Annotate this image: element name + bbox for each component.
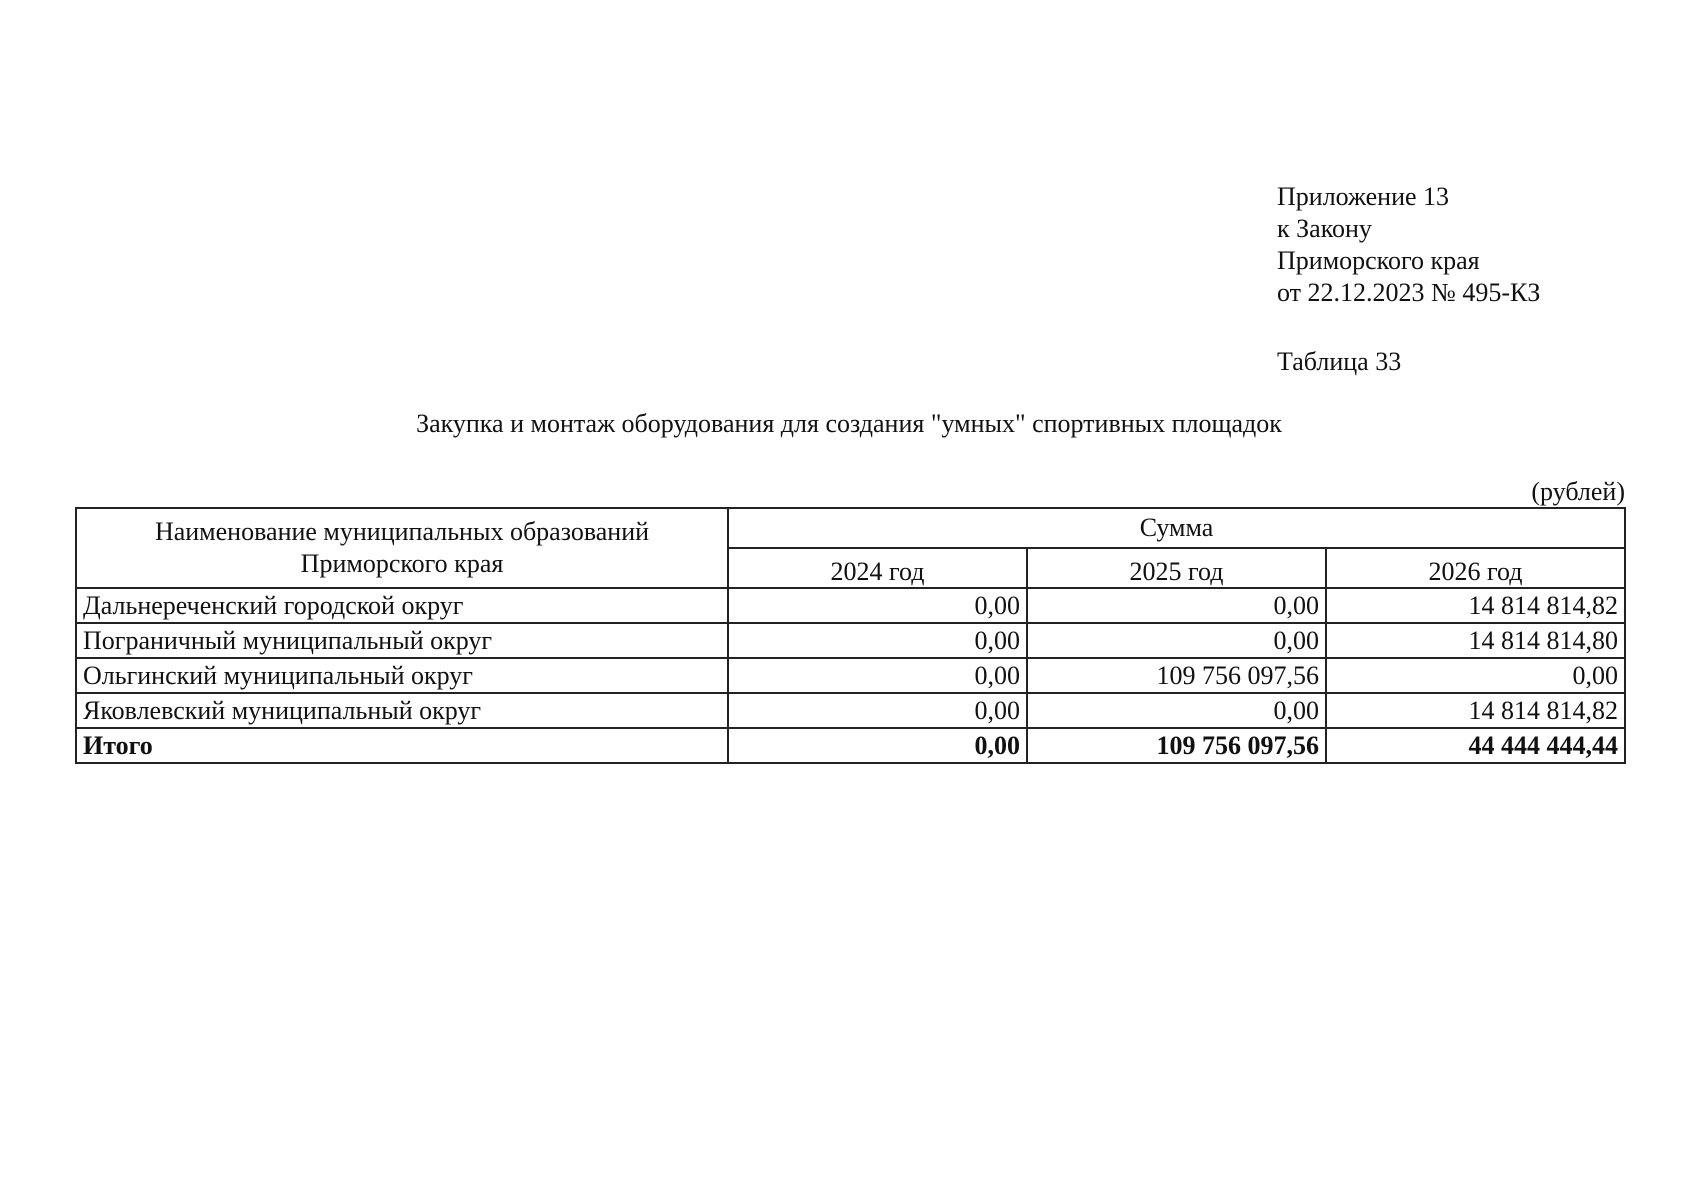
- total-amount-cell: 109 756 097,56: [1027, 728, 1326, 763]
- header-municipality: Наименование муниципальных образований Приморского края: [76, 508, 728, 588]
- total-row: [76, 728, 1625, 763]
- amount-cell: 0,00: [728, 623, 1027, 658]
- municipality-name: Яковлевский муниципальный округ: [76, 693, 728, 728]
- municipality-name: Пограничный муниципальный округ: [76, 623, 728, 658]
- appendix-line: Приложение 13: [1277, 182, 1450, 211]
- table-row: [76, 693, 1625, 728]
- table-row: [76, 658, 1625, 693]
- table-row: [76, 588, 1625, 623]
- amount-cell: 0,00: [1326, 658, 1625, 693]
- total-label: Итого: [76, 728, 728, 763]
- appendix-block: [1277, 181, 1540, 309]
- appendix-line: от 22.12.2023 № 495-КЗ: [1277, 278, 1541, 307]
- amount-cell: 0,00: [728, 658, 1027, 693]
- municipality-name: Дальнереченский городской округ: [76, 588, 728, 623]
- amount-cell: 0,00: [1027, 588, 1326, 623]
- header-year: 2024 год: [728, 548, 1027, 588]
- amount-cell: 14 814 814,80: [1326, 623, 1625, 658]
- header-year: 2026 год: [1326, 548, 1625, 588]
- amount-cell: 14 814 814,82: [1326, 693, 1625, 728]
- amount-cell: 0,00: [728, 588, 1027, 623]
- amount-cell: 0,00: [1027, 623, 1326, 658]
- amount-cell: 0,00: [728, 693, 1027, 728]
- budget-table: [75, 507, 1626, 764]
- total-amount-cell: 0,00: [728, 728, 1027, 763]
- units-label: (рублей): [1531, 477, 1625, 506]
- appendix-line: Приморского края: [1277, 246, 1480, 275]
- amount-cell: 109 756 097,56: [1027, 658, 1326, 693]
- amount-cell: 0,00: [1027, 693, 1326, 728]
- appendix-line: к Закону: [1277, 214, 1372, 243]
- table-row: [76, 623, 1625, 658]
- table-title: Закупка и монтаж оборудования для создания "умных" спортивных площадок: [416, 409, 1282, 438]
- header-sum: Сумма: [728, 508, 1625, 548]
- total-amount-cell: 44 444 444,44: [1326, 728, 1625, 763]
- amount-cell: 14 814 814,82: [1326, 588, 1625, 623]
- municipality-name: Ольгинский муниципальный округ: [76, 658, 728, 693]
- header-year: 2025 год: [1027, 548, 1326, 588]
- table-number: Таблица 33: [1277, 347, 1402, 376]
